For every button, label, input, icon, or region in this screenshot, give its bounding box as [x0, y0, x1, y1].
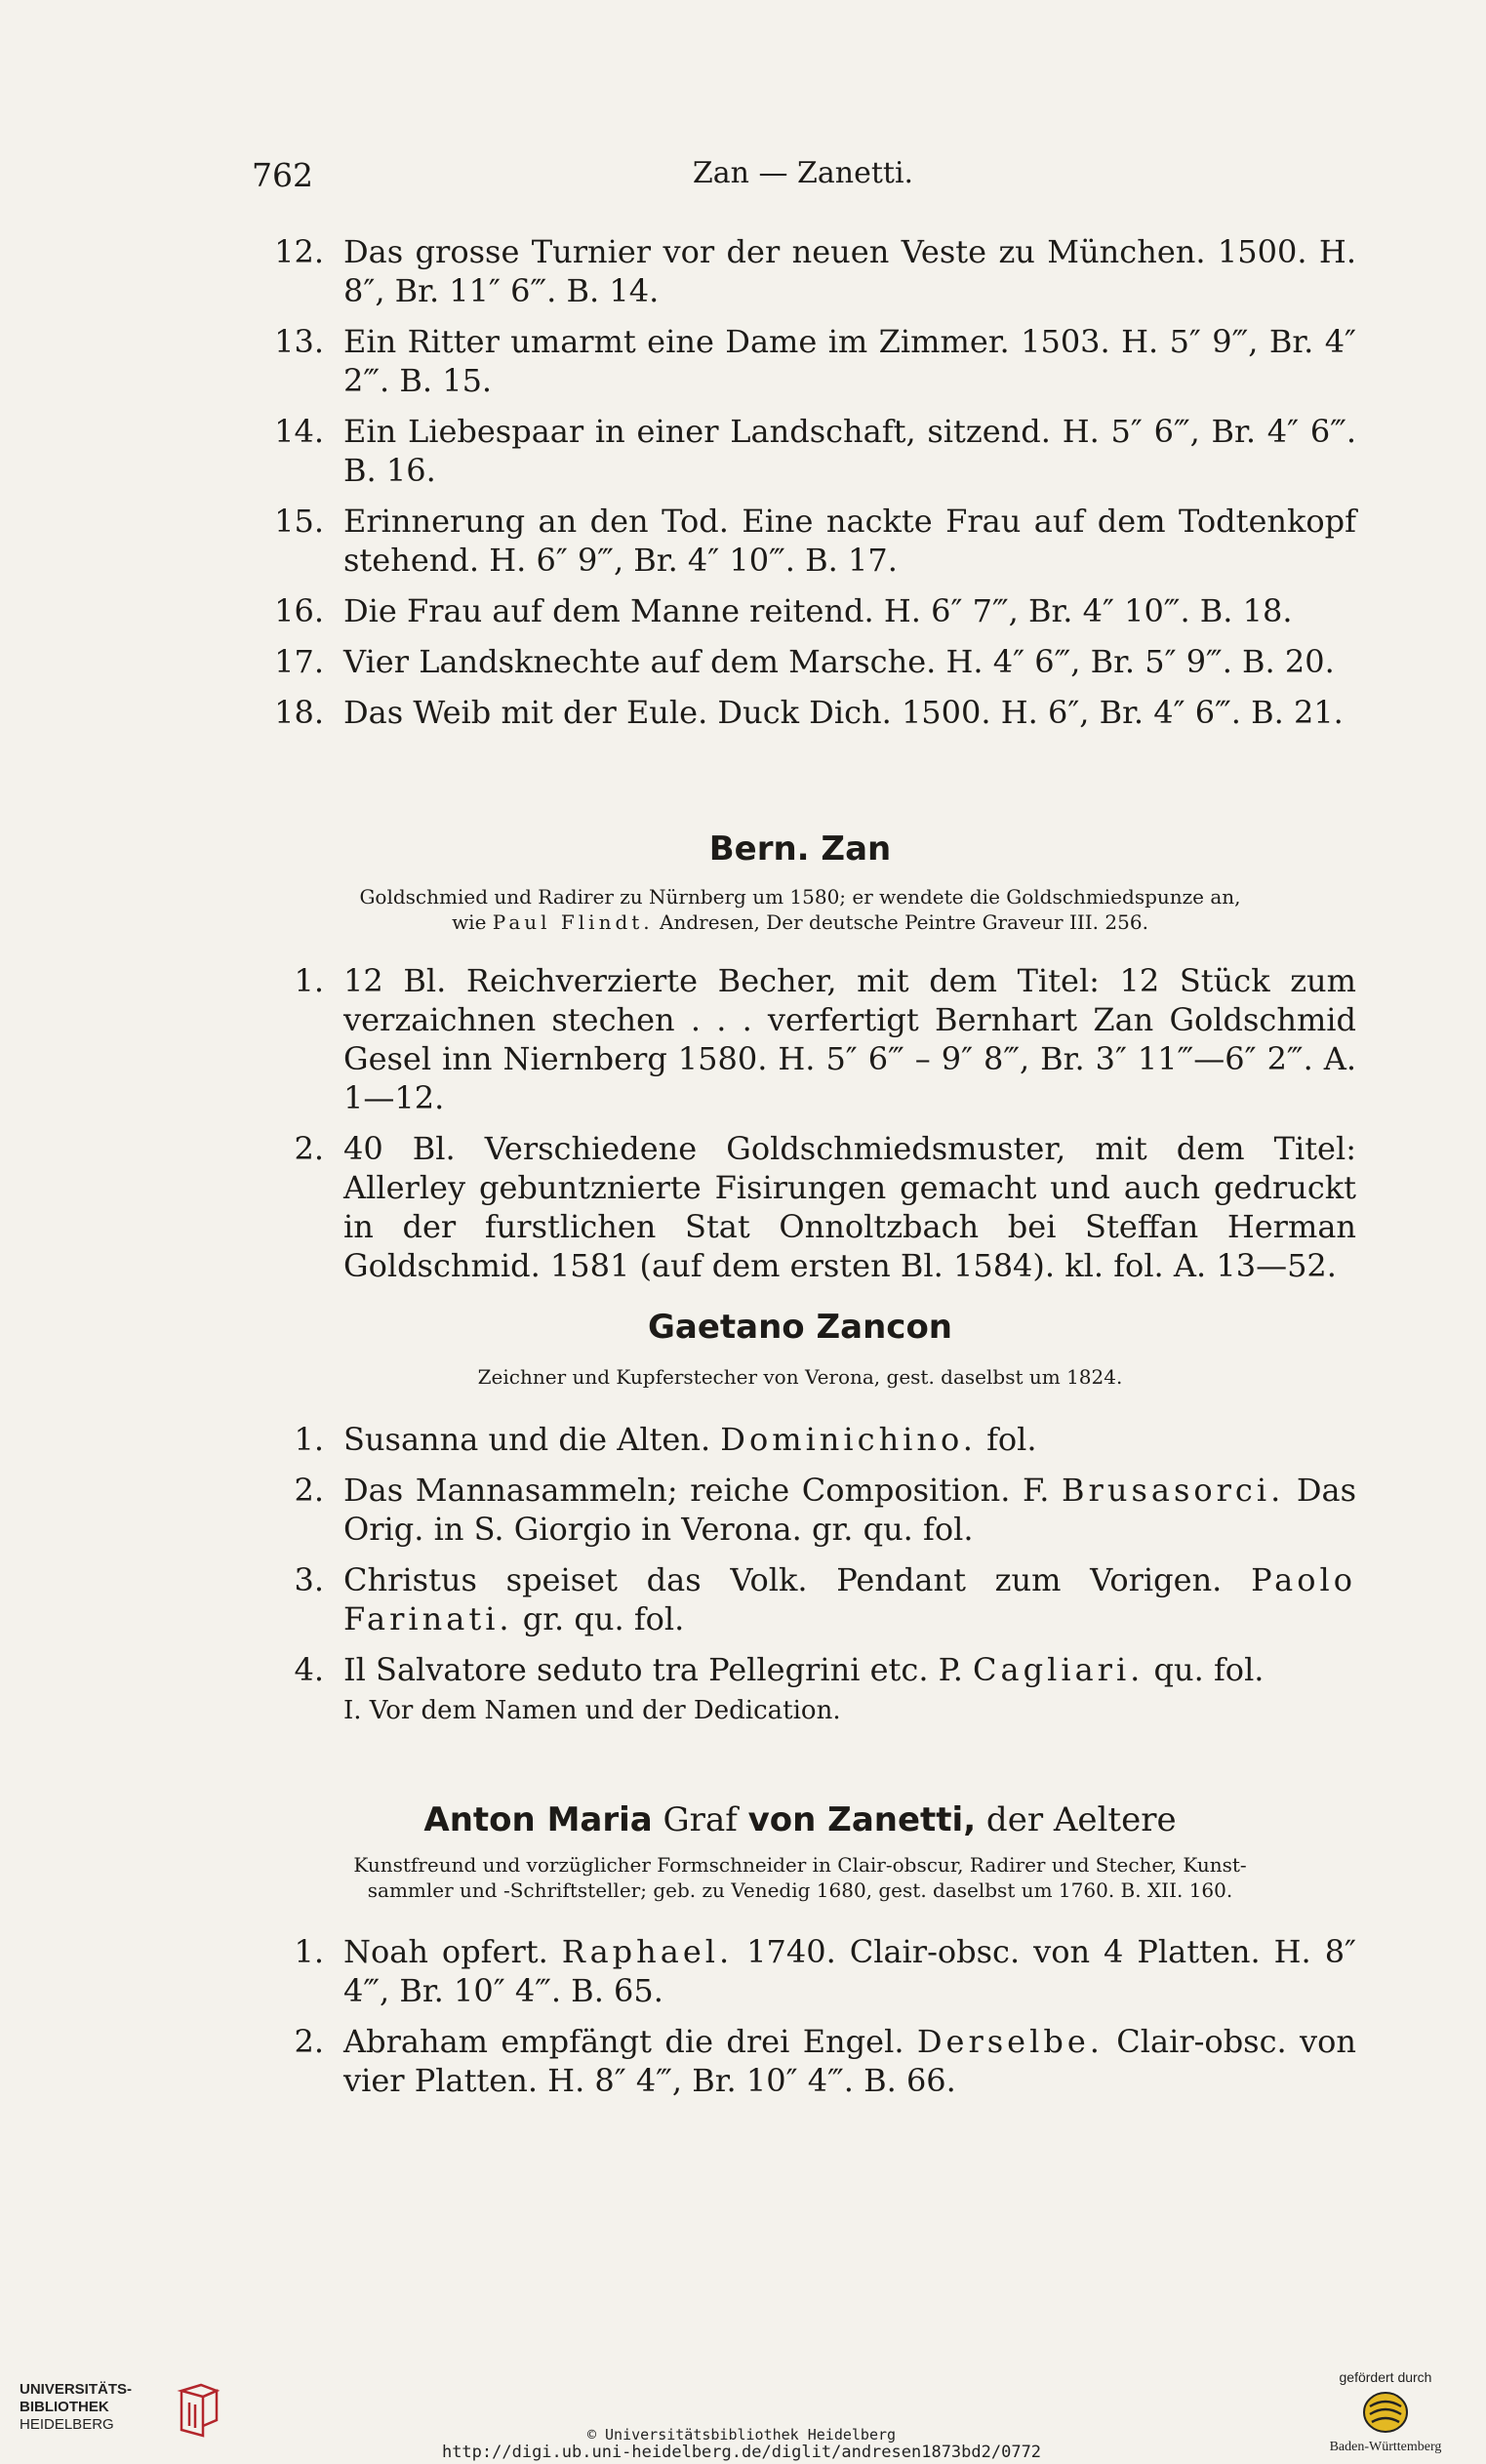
- sponsor-block: [1298, 2369, 1473, 2455]
- list-item: 2. Abraham empfängt die drei Engel. Derselbe. Clair-obsc. von vier Platten. H. 8″ 4‴, Br. 10″ 4‴. B. 66.: [294, 2023, 1356, 2099]
- sponsor-label: gefördert durch: [1339, 2369, 1432, 2385]
- entry-list-zancon: [244, 1420, 1356, 1738]
- list-item: 1. 12 Bl. Reichverzierte Becher, mit dem Titel: 12 Stück zum verzaichnen stechen . . . verfertigt Bernhart Zan Goldschmid Gesel inn Niernberg 1580. H. 5″ 6‴ – 9″ 8‴, Br. 3″ 11‴—6″ 2‴. A. 1—12.: [294, 962, 1356, 1116]
- section-description-zanetti: Kunstfreund und vorzüglicher Formschneider in Clair-obscur, Radirer und Stecher, Kunst- sammler und -Schriftsteller; geb. zu Venedig 1680, gest. daselbst um 1760. B. XII. 160.: [353, 1853, 1247, 1902]
- list-item: 1. Susanna und die Alten. Dominichino. fol.: [294, 1421, 1037, 1458]
- page-number: 762: [252, 156, 313, 194]
- list-item: 12. Das grosse Turnier vor der neuen Veste zu München. 1500. H. 8″, Br. 11″ 6‴. B. 14.: [274, 233, 1356, 309]
- footnote: I. Vor dem Namen und der Dedication.: [343, 1696, 841, 1725]
- section-heading-zanetti: Anton Maria Graf von Zanetti, der Aeltere: [423, 1800, 1177, 1839]
- entry-list-zanetti: [244, 1932, 1356, 2112]
- list-item: 2. 40 Bl. Verschiedene Goldschmiedsmuster, mit dem Titel: Allerley gebuntznierte Fisirungen gemacht und auch gedruckt in der furstlichen Stat Onnoltzbach bei Steffan Herman Goldschmid. 1581 (auf dem ersten Bl. 1584). kl. fol. A. 13—52.: [294, 1130, 1356, 1284]
- list-item: 3. Christus speiset das Volk. Pendant zum Vorigen. Paolo Farinati. gr. qu. fol.: [294, 1561, 1356, 1637]
- entry-list-zan: [244, 961, 1356, 1297]
- list-item: 14. Ein Liebespaar in einer Landschaft, sitzend. H. 5″ 6‴, Br. 4″ 6‴. B. 16.: [274, 413, 1356, 489]
- crest-icon: [1356, 2389, 1415, 2436]
- section-heading-zancon: Gaetano Zancon: [647, 1308, 953, 1347]
- source-url[interactable]: http://digi.ub.uni-heidelberg.de/diglit/andresen1873bd2/0772: [441, 2443, 1042, 2462]
- list-item: 18. Das Weib mit der Eule. Duck Dich. 1500. H. 6″, Br. 4″ 6‴. B. 21.: [274, 694, 1344, 731]
- library-emblem-icon: [174, 2381, 222, 2438]
- list-item: 4. Il Salvatore seduto tra Pellegrini etc. P. Cagliari. qu. fol.: [294, 1651, 1265, 1688]
- list-item: 2. Das Mannasammeln; reiche Composition. F. Brusasorci. Das Orig. in S. Giorgio in Verona. gr. qu. fol.: [294, 1472, 1357, 1548]
- list-item: 17. Vier Landsknechte auf dem Marsche. H. 4″ 6‴, Br. 5″ 9‴. B. 20.: [274, 643, 1335, 680]
- list-item: 13. Ein Ritter umarmt eine Dame im Zimmer. 1503. H. 5″ 9‴, Br. 4″ 2‴. B. 15.: [274, 323, 1356, 399]
- library-logo: UNIVERSITÄTS- BIBLIOTHEK HEIDELBERG: [20, 2381, 205, 2449]
- entry-list-top: [244, 232, 1356, 744]
- list-item: 16. Die Frau auf dem Manne reitend. H. 6″ 7‴, Br. 4″ 10‴. B. 18.: [274, 592, 1293, 629]
- copyright-notice: © Universitätsbibliothek Heidelberg: [586, 2426, 897, 2444]
- list-item: 1. Noah opfert. Raphael. 1740. Clair-obsc. von 4 Platten. H. 8″ 4‴, Br. 10″ 4‴. B. 65.: [294, 1933, 1357, 2009]
- page-header: [252, 156, 1354, 195]
- section-heading-zan: Bern. Zan: [708, 829, 892, 868]
- section-description-zancon: Zeichner und Kupferstecher von Verona, gest. daselbst um 1824.: [477, 1365, 1123, 1389]
- list-item: 15. Erinnerung an den Tod. Eine nackte Frau auf dem Todtenkopf stehend. H. 6″ 9‴, Br. 4″ 10‴. B. 17.: [274, 503, 1356, 579]
- sponsor-name: Baden-Württemberg: [1329, 2440, 1442, 2454]
- section-description-zan: Goldschmied und Radirer zu Nürnberg um 1580; er wendete die Goldschmiedspunze an, wie Paul Flindt. Andresen, Der deutsche Peintre Graveur III. 256.: [359, 885, 1241, 934]
- running-title: Zan — Zanetti.: [692, 156, 914, 190]
